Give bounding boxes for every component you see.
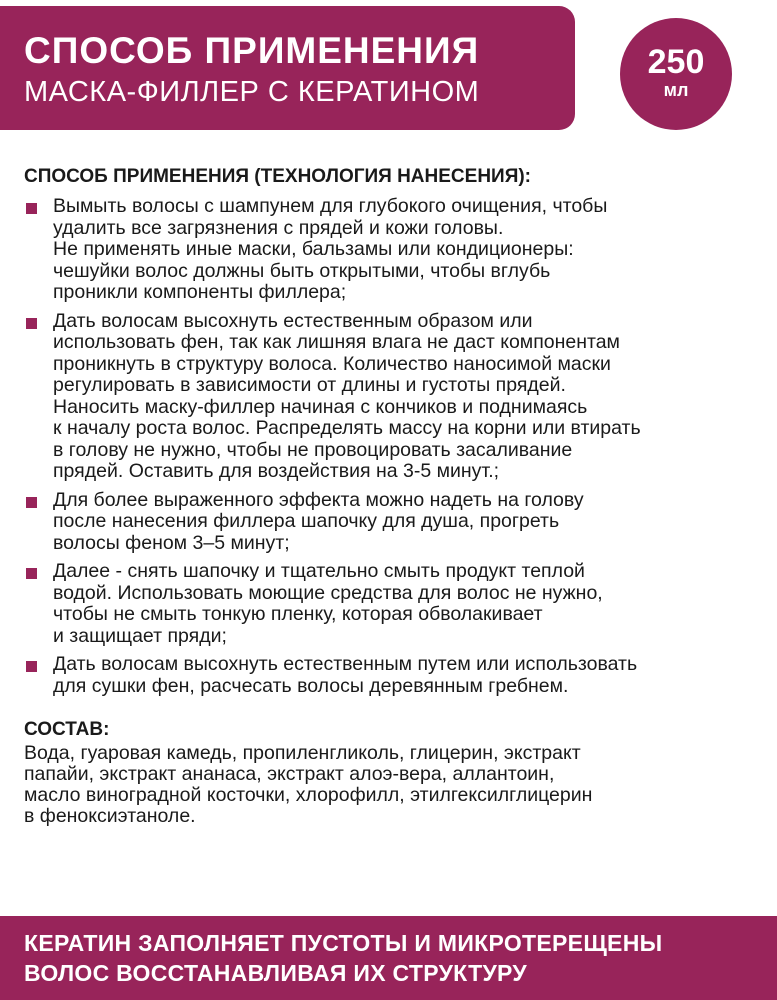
usage-heading: СПОСОБ ПРИМЕНЕНИЯ (ТЕХНОЛОГИЯ НАНЕСЕНИЯ):	[24, 166, 532, 187]
volume-value: 250	[647, 43, 705, 81]
footer-slogan: КЕРАТИН ЗАПОЛНЯЕТ ПУСТОТЫ И МИКРОТЕРЕЩЕНЫ ВОЛОС ВОССТАНАВЛИВАЯ ИХ СТРУКТУРУ	[24, 930, 663, 986]
square-bullet-icon	[26, 568, 37, 579]
square-bullet-icon	[26, 661, 37, 672]
square-bullet-icon	[26, 318, 37, 329]
composition-heading: СОСТАВ:	[24, 719, 110, 740]
product-name: МАСКА-ФИЛЛЕР С КЕРАТИНОМ	[24, 76, 480, 108]
usage-step	[24, 490, 759, 555]
composition-section	[24, 719, 759, 827]
usage-step-text: Дать волосам высохнуть естественным образом или использовать фен, так как лишняя влага не даст компонентам проникнуть в структуру волоса. Количество наносимой маски регулировать в зависимости от длины и густоты прядей. Наносить маску-филлер начиная с кончиков и поднимаясь к началу роста волос. Распределять массу на корни или втирать в голову не нужно, чтобы не провоцировать засаливание прядей. Оставить для воздействия на 3-5 минут.;	[53, 309, 641, 482]
usage-step-text: Для более выраженного эффекта можно надеть на голову после нанесения филлера шапочку для душа, прогреть волосы феном 3–5 минут;	[53, 488, 584, 554]
usage-step	[24, 196, 759, 304]
square-bullet-icon	[26, 497, 37, 508]
usage-step	[24, 561, 759, 647]
usage-step-text: Вымыть волосы с шампунем для глубокого очищения, чтобы удалить все загрязнения с прядей и кожи головы. Не применять иные маски, бальзамы или кондиционеры: чешуйки волос должны быть открытыми, чтобы вглубь проникли компоненты филлера;	[53, 195, 608, 303]
usage-step	[24, 311, 759, 483]
usage-step-text: Далее - снять шапочку и тщательно смыть продукт теплой водой. Использовать моющие средства для волос не нужно, чтобы не смыть тонкую пленку, которая обволакивает и защищает пряди;	[53, 560, 603, 647]
usage-step	[24, 654, 759, 697]
page-title: СПОСОБ ПРИМЕНЕНИЯ	[24, 30, 480, 71]
usage-step-text: Дать волосам высохнуть естественным путем или использовать для сушки фен, расчесать волосы деревянным гребнем.	[53, 653, 638, 697]
main-content	[24, 166, 759, 827]
volume-badge	[620, 18, 732, 130]
footer-banner	[0, 916, 777, 1000]
header-banner	[0, 6, 575, 130]
volume-unit: мл	[663, 80, 689, 100]
square-bullet-icon	[26, 203, 37, 214]
usage-steps-list	[24, 196, 759, 697]
composition-text: Вода, гуаровая камедь, пропиленгликоль, глицерин, экстракт папайи, экстракт ананаса, экстракт алоэ-вера, аллантоин, масло виноградной косточки, хлорофилл, этилгексилглицерин в феноксиэтаноле.	[24, 742, 593, 827]
